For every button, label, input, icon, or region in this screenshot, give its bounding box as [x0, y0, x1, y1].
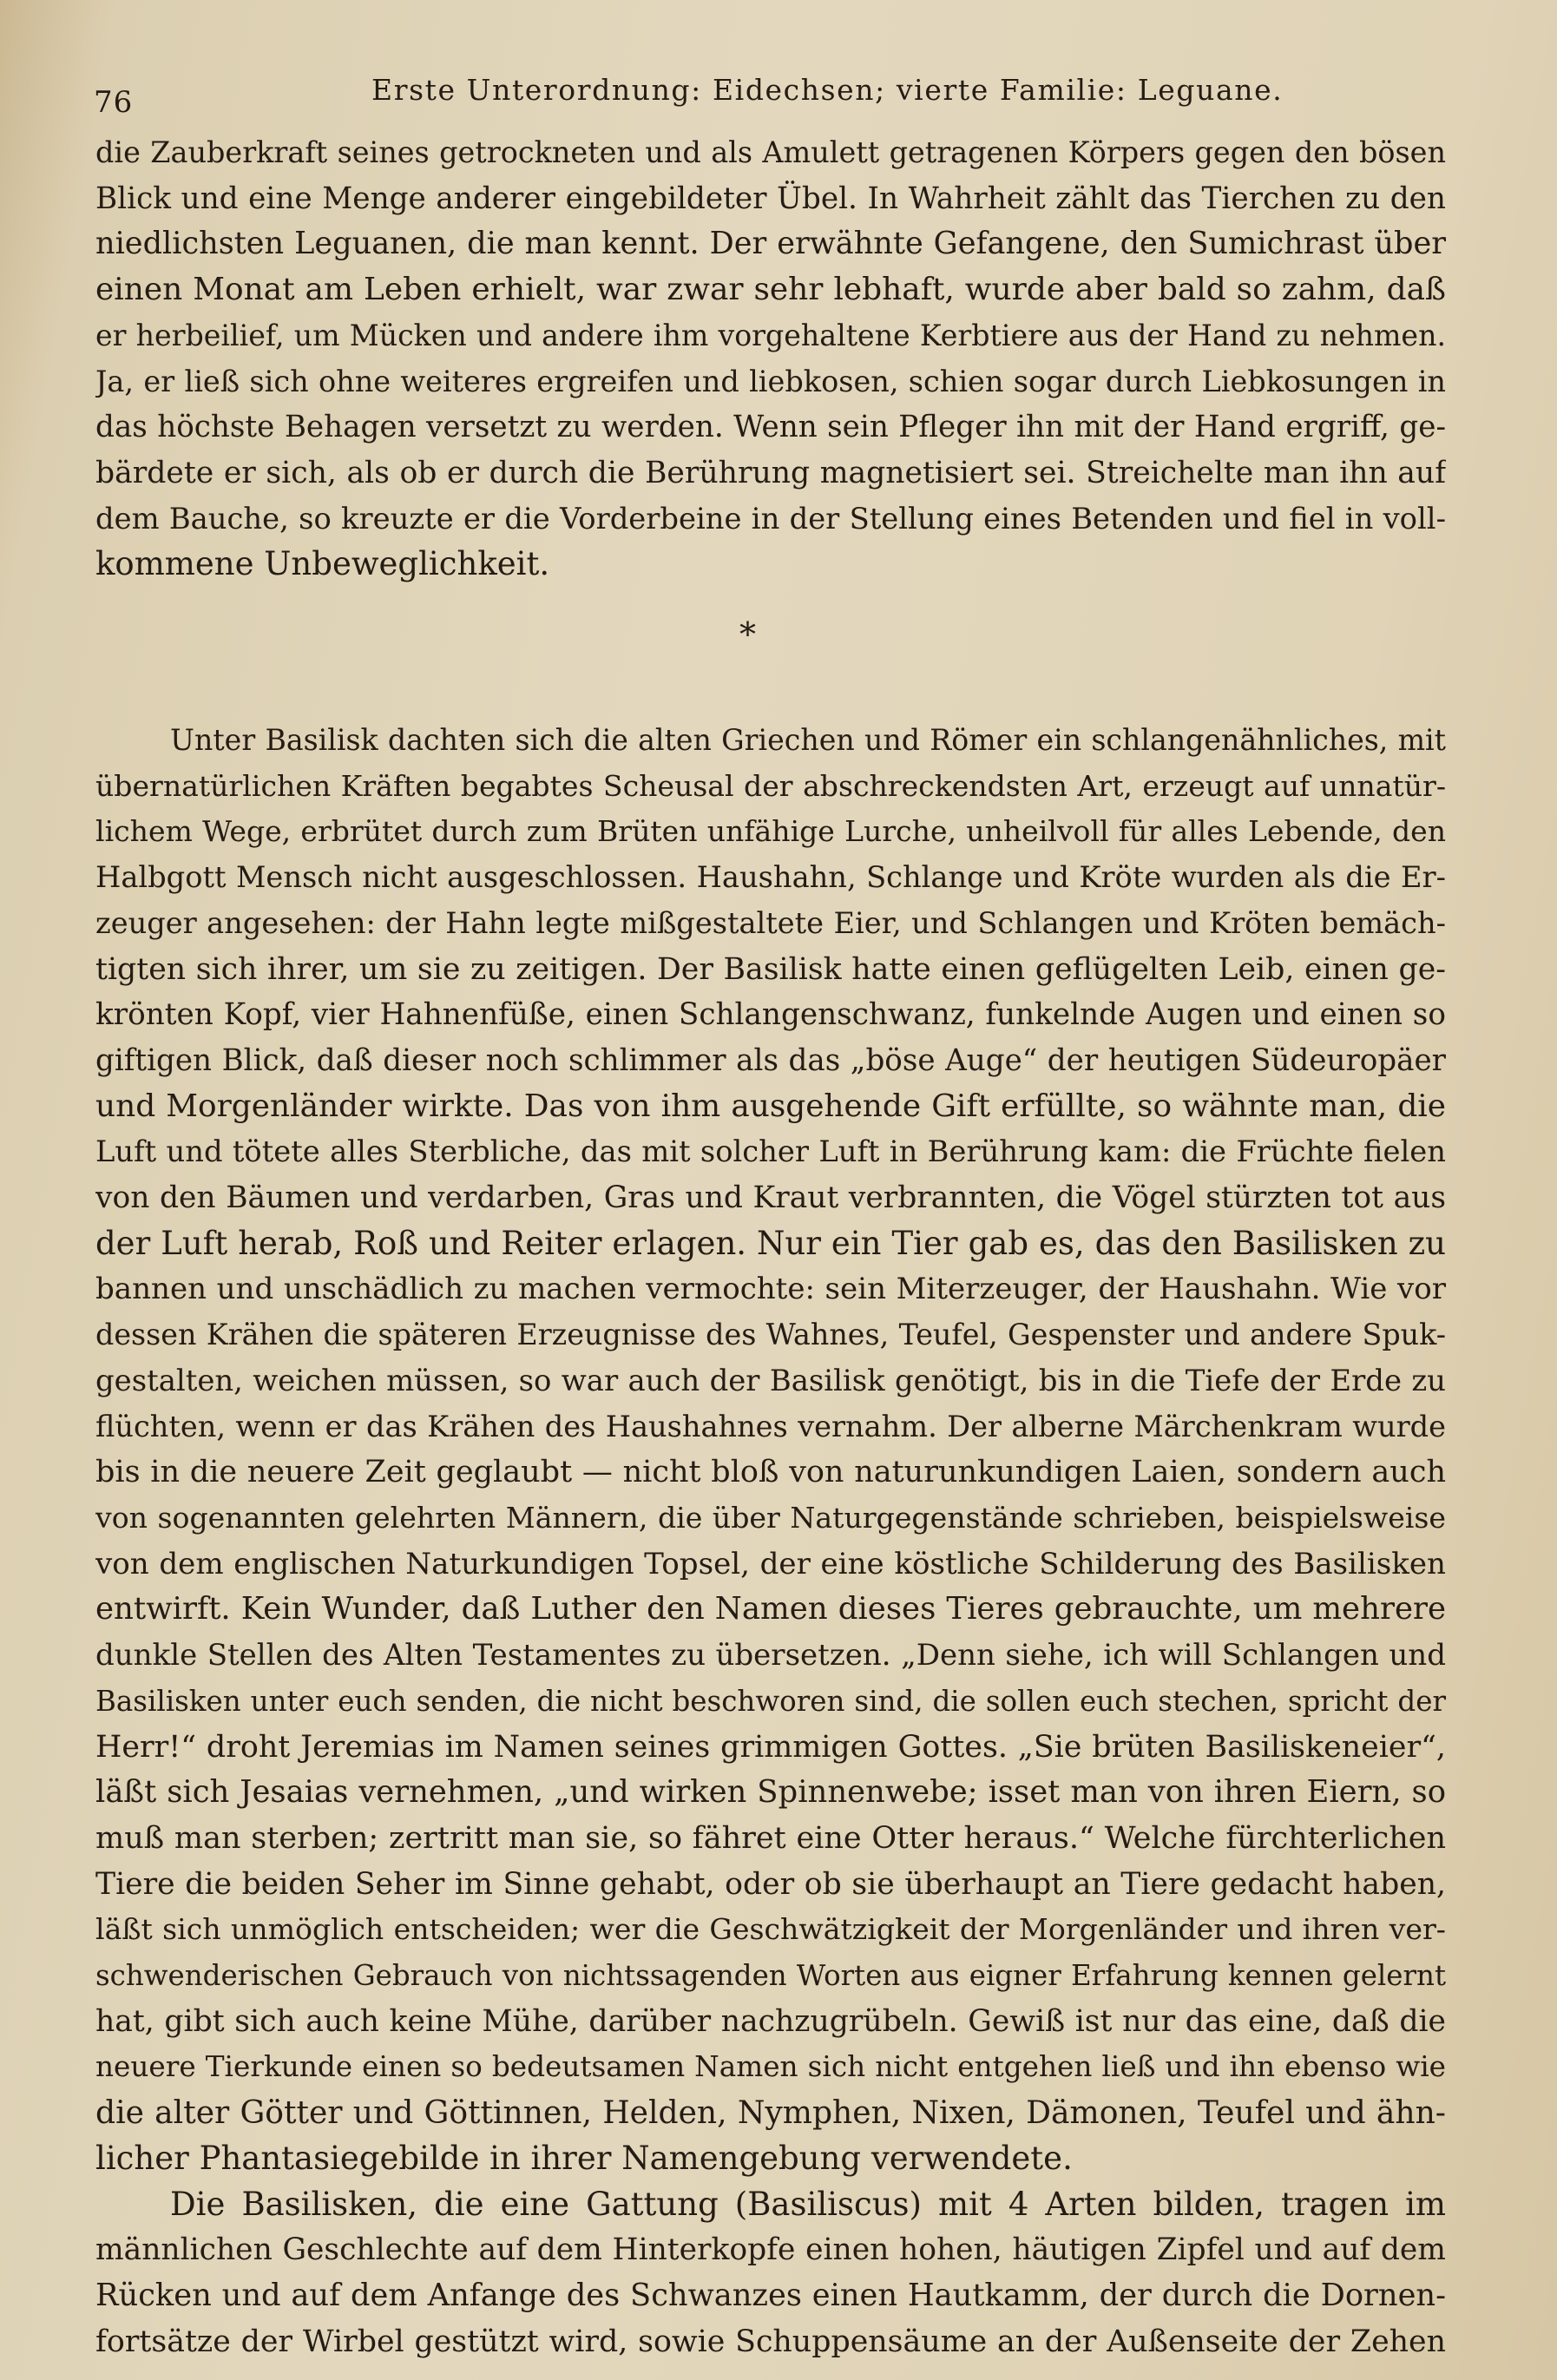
text-line: bannen und unschädlich zu machen vermochte: sein Miterzeuger, der Haushahn. Wie vor	[95, 1272, 1446, 1307]
text-line: Ja, er ließ sich ohne weiteres ergreifen und liebkosen, schien sogar durch Liebkosungen in	[95, 364, 1446, 398]
text-line: bärdete er sich, als ob er durch die Berührung magnetisiert sei. Streichelte man ihn auf	[95, 455, 1446, 490]
text-line: tigten sich ihrer, um sie zu zeitigen. Der Basilisk hatte einen geflügelten Leib, einen ge-	[95, 951, 1446, 987]
text-line: männlichen Geschlechte auf dem Hinterkopfe einen hohen, häutigen Zipfel und auf dem	[95, 2232, 1446, 2268]
text-line: Die Basilisken, die eine Gattung (Basiliscus) mit 4 Arten bilden, tragen im	[170, 2185, 1446, 2223]
text-line: einen Monat am Leben erhielt, war zwar sehr lebhaft, wurde aber bald so zahm, daß	[95, 272, 1446, 308]
text-line: neuere Tierkunde einen so bedeutsamen Namen sich nicht entgehen ließ und ihn ebenso wie	[95, 2050, 1446, 2084]
text-line: dessen Krähen die späteren Erzeugnisse des Wahnes, Teufel, Gespenster und andere Spuk-	[95, 1318, 1446, 1352]
text-line: krönten Kopf, vier Hahnenfüße, einen Schlangenschwanz, funkelnde Augen und einen so	[95, 997, 1446, 1033]
text-line: Rücken und auf dem Anfange des Schwanzes einen Hautkamm, der durch die Dornen-	[95, 2277, 1446, 2313]
text-line: er herbeilief, um Mücken und andere ihm vorgehaltene Kerbtiere aus der Hand zu nehmen.	[95, 318, 1446, 352]
text-line: niedlichsten Leguanen, die man kennt. Der erwähnte Gefangene, den Sumichrast über	[95, 226, 1446, 262]
text-line: Tiere die beiden Seher im Sinne gehabt, oder ob sie überhaupt an Tiere gedacht haben,	[95, 1866, 1446, 1902]
text-line: schwenderischen Gebrauch von nichtssagenden Worten aus eigner Erfahrung kennen gelernt	[95, 1959, 1446, 1993]
text-line: und Morgenländer wirkte. Das von ihm ausgehende Gift erfüllte, so wähnte man, die	[95, 1088, 1446, 1124]
text-line: von dem englischen Naturkundigen Topsel, der eine köstliche Schilderung des Basilisken	[95, 1546, 1446, 1581]
paragraph-2	[95, 718, 1446, 2182]
asterisk-separator: *	[739, 615, 756, 654]
text-line: Basilisken unter euch senden, die nicht beschworen sind, die sollen euch stechen, spricht der	[95, 1684, 1446, 1718]
text-line: Herr!“ droht Jeremias im Namen seines grimmigen Gottes. „Sie brüten Basiliskeneier“,	[95, 1729, 1446, 1765]
text-line: giftigen Blick, daß dieser noch schlimmer als das „böse Auge“ der heutigen Südeuropäer	[95, 1042, 1446, 1078]
text-line: muß man sterben; zertritt man sie, so fähret eine Otter heraus.“ Welche fürchterlichen	[95, 1820, 1446, 1856]
text-line: kommene Unbeweglichkeit.	[95, 545, 550, 583]
text-line: fortsätze der Wirbel gestützt wird, sowie Schuppensäume an der Außenseite der Zehen	[95, 2324, 1446, 2359]
text-line: läßt sich unmöglich entscheiden; wer die Geschwätzigkeit der Morgenländer und ihren ver-	[95, 1912, 1446, 1947]
section-separator	[95, 588, 1446, 718]
text-line: von sogenannten gelehrten Männern, die über Naturgegenstände schrieben, beispielsweise	[95, 1500, 1446, 1535]
text-line: Halbgott Mensch nicht ausgeschlossen. Haushahn, Schlange und Kröte wurden als die Er-	[95, 860, 1446, 895]
text-line: das höchste Behagen versetzt zu werden. Wenn sein Pfleger ihn mit der Hand ergriff, ge-	[95, 410, 1446, 445]
text-line: bis in die neuere Zeit geglaubt — nicht bloß von naturunkundigen Laien, sondern auch	[95, 1455, 1446, 1490]
body-text	[95, 130, 1446, 2364]
text-line: von den Bäumen und verdarben, Gras und Kraut verbrannten, die Vögel stürzten tot aus	[95, 1180, 1446, 1216]
text-line: die alter Götter und Göttinnen, Helden, Nymphen, Nixen, Dämonen, Teufel und ähn-	[95, 2094, 1446, 2132]
text-line: dem Bauche, so kreuzte er die Vorderbeine in der Stellung eines Betenden und fiel in voll-	[95, 501, 1446, 536]
running-head: Erste Unterordnung: Eidechsen; vierte Familie: Leguane.	[371, 73, 1284, 107]
text-line: gestalten, weichen müssen, so war auch der Basilisk genötigt, bis in die Tiefe der Erde zu	[95, 1363, 1446, 1397]
text-line: übernatürlichen Kräften begabtes Scheusal der abschreckendsten Art, erzeugt auf unnatür-	[95, 768, 1446, 803]
text-line: Luft und tötete alles Sterbliche, das mit solcher Luft in Berührung kam: die Früchte fielen	[95, 1134, 1446, 1169]
page-header	[94, 62, 1448, 120]
text-line: zeuger angesehen: der Hahn legte mißgestaltete Eier, und Schlangen und Kröten bemäch-	[95, 905, 1446, 940]
text-line: Blick und eine Menge anderer eingebildeter Übel. In Wahrheit zählt das Tierchen zu den	[95, 181, 1446, 216]
text-line: Unter Basilisk dachten sich die alten Griechen und Römer ein schlangenähnliches, mit	[170, 723, 1446, 758]
text-line: licher Phantasiegebilde in ihrer Namengebung verwendete.	[95, 2139, 1073, 2177]
text-line: lichem Wege, erbrütet durch zum Brüten unfähige Lurche, unheilvoll für alles Lebende, den	[95, 814, 1446, 849]
text-line: läßt sich Jesaias vernehmen, „und wirken Spinnenwebe; isset man von ihren Eiern, so	[95, 1774, 1446, 1811]
text-line: entwirft. Kein Wunder, daß Luther den Namen dieses Tieres gebrauchte, um mehrere	[95, 1591, 1446, 1627]
paragraph-3	[95, 2182, 1446, 2365]
paragraph-1	[95, 130, 1446, 588]
text-line: der Luft herab, Roß und Reiter erlagen. Nur ein Tier gab es, das den Basilisken zu	[95, 1224, 1446, 1262]
text-line: die Zauberkraft seines getrockneten und als Amulett getragenen Körpers gegen den bösen	[95, 135, 1446, 169]
text-line: flüchten, wenn er das Krähen des Haushahnes vernahm. Der alberne Märchenkram wurde	[95, 1409, 1446, 1443]
text-line: dunkle Stellen des Alten Testamentes zu übersetzen. „Denn siehe, ich will Schlangen und	[95, 1638, 1446, 1673]
page-number: 76	[94, 85, 134, 120]
text-line: hat, gibt sich auch keine Mühe, darüber nachzugrübeln. Gewiß ist nur das eine, daß die	[95, 2003, 1446, 2039]
